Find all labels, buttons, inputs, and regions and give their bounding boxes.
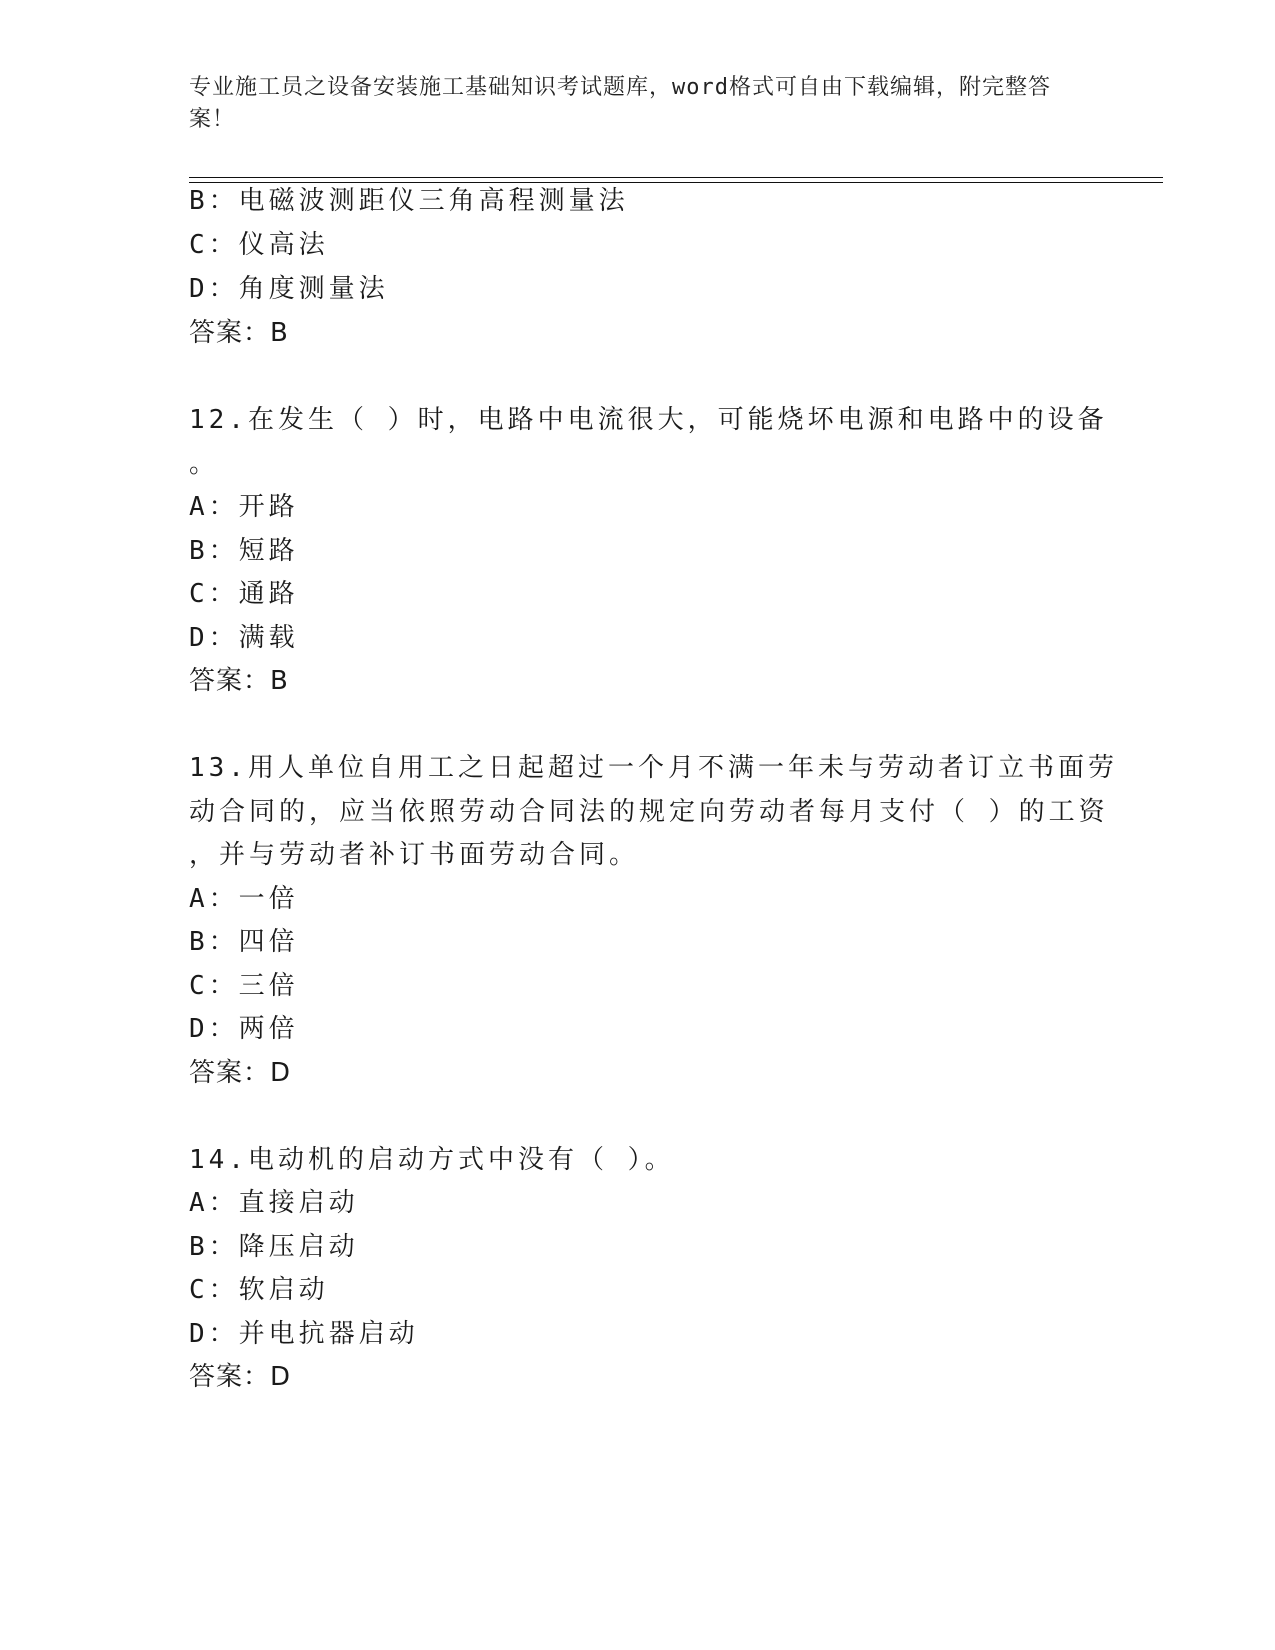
- option-b: B：降压启动: [189, 1232, 359, 1262]
- question-stem: 14.电动机的启动方式中没有（ ）。: [189, 1145, 675, 1175]
- option-c: C：通路: [189, 579, 299, 609]
- answer-line: 答案：B: [189, 318, 289, 348]
- option-a: A：一倍: [189, 884, 299, 914]
- question-stem: 13.用人单位自用工之日起超过一个月不满一年未与劳动者订立书面劳: [189, 753, 1118, 783]
- document-header: 专业施工员之设备安装施工基础知识考试题库，word格式可自由下载编辑，附完整答案！: [189, 75, 1051, 132]
- answer-line: 答案：D: [189, 1058, 292, 1088]
- option-d: D：两倍: [189, 1014, 299, 1044]
- option-c: C：三倍: [189, 971, 299, 1001]
- option-b: B：短路: [189, 536, 299, 566]
- option-b: B：四倍: [189, 927, 299, 957]
- question-stem: 动合同的，应当依照劳动合同法的规定向劳动者每月支付（ ）的工资: [189, 797, 1109, 827]
- question-stem: 12.在发生（ ）时，电路中电流很大，可能烧坏电源和电路中的设备: [189, 405, 1108, 435]
- option-d: D：满载: [189, 623, 299, 653]
- option-d: D：并电抗器启动: [189, 1319, 419, 1349]
- option-a: A：直接启动: [189, 1188, 359, 1218]
- option-d: D：角度测量法: [189, 274, 389, 304]
- answer-line: 答案：D: [189, 1362, 292, 1392]
- option-b: B：电磁波测距仪三角高程测量法: [189, 186, 629, 216]
- question-stem: ，并与劳动者补订书面劳动合同。: [189, 840, 640, 870]
- question-stem: 。: [189, 449, 220, 479]
- option-c: C：仪高法: [189, 230, 329, 260]
- header-divider-top: [189, 177, 1163, 178]
- answer-line: 答案：B: [189, 666, 289, 696]
- header-divider-bottom: [189, 182, 1163, 183]
- option-c: C：软启动: [189, 1275, 329, 1305]
- option-a: A：开路: [189, 492, 299, 522]
